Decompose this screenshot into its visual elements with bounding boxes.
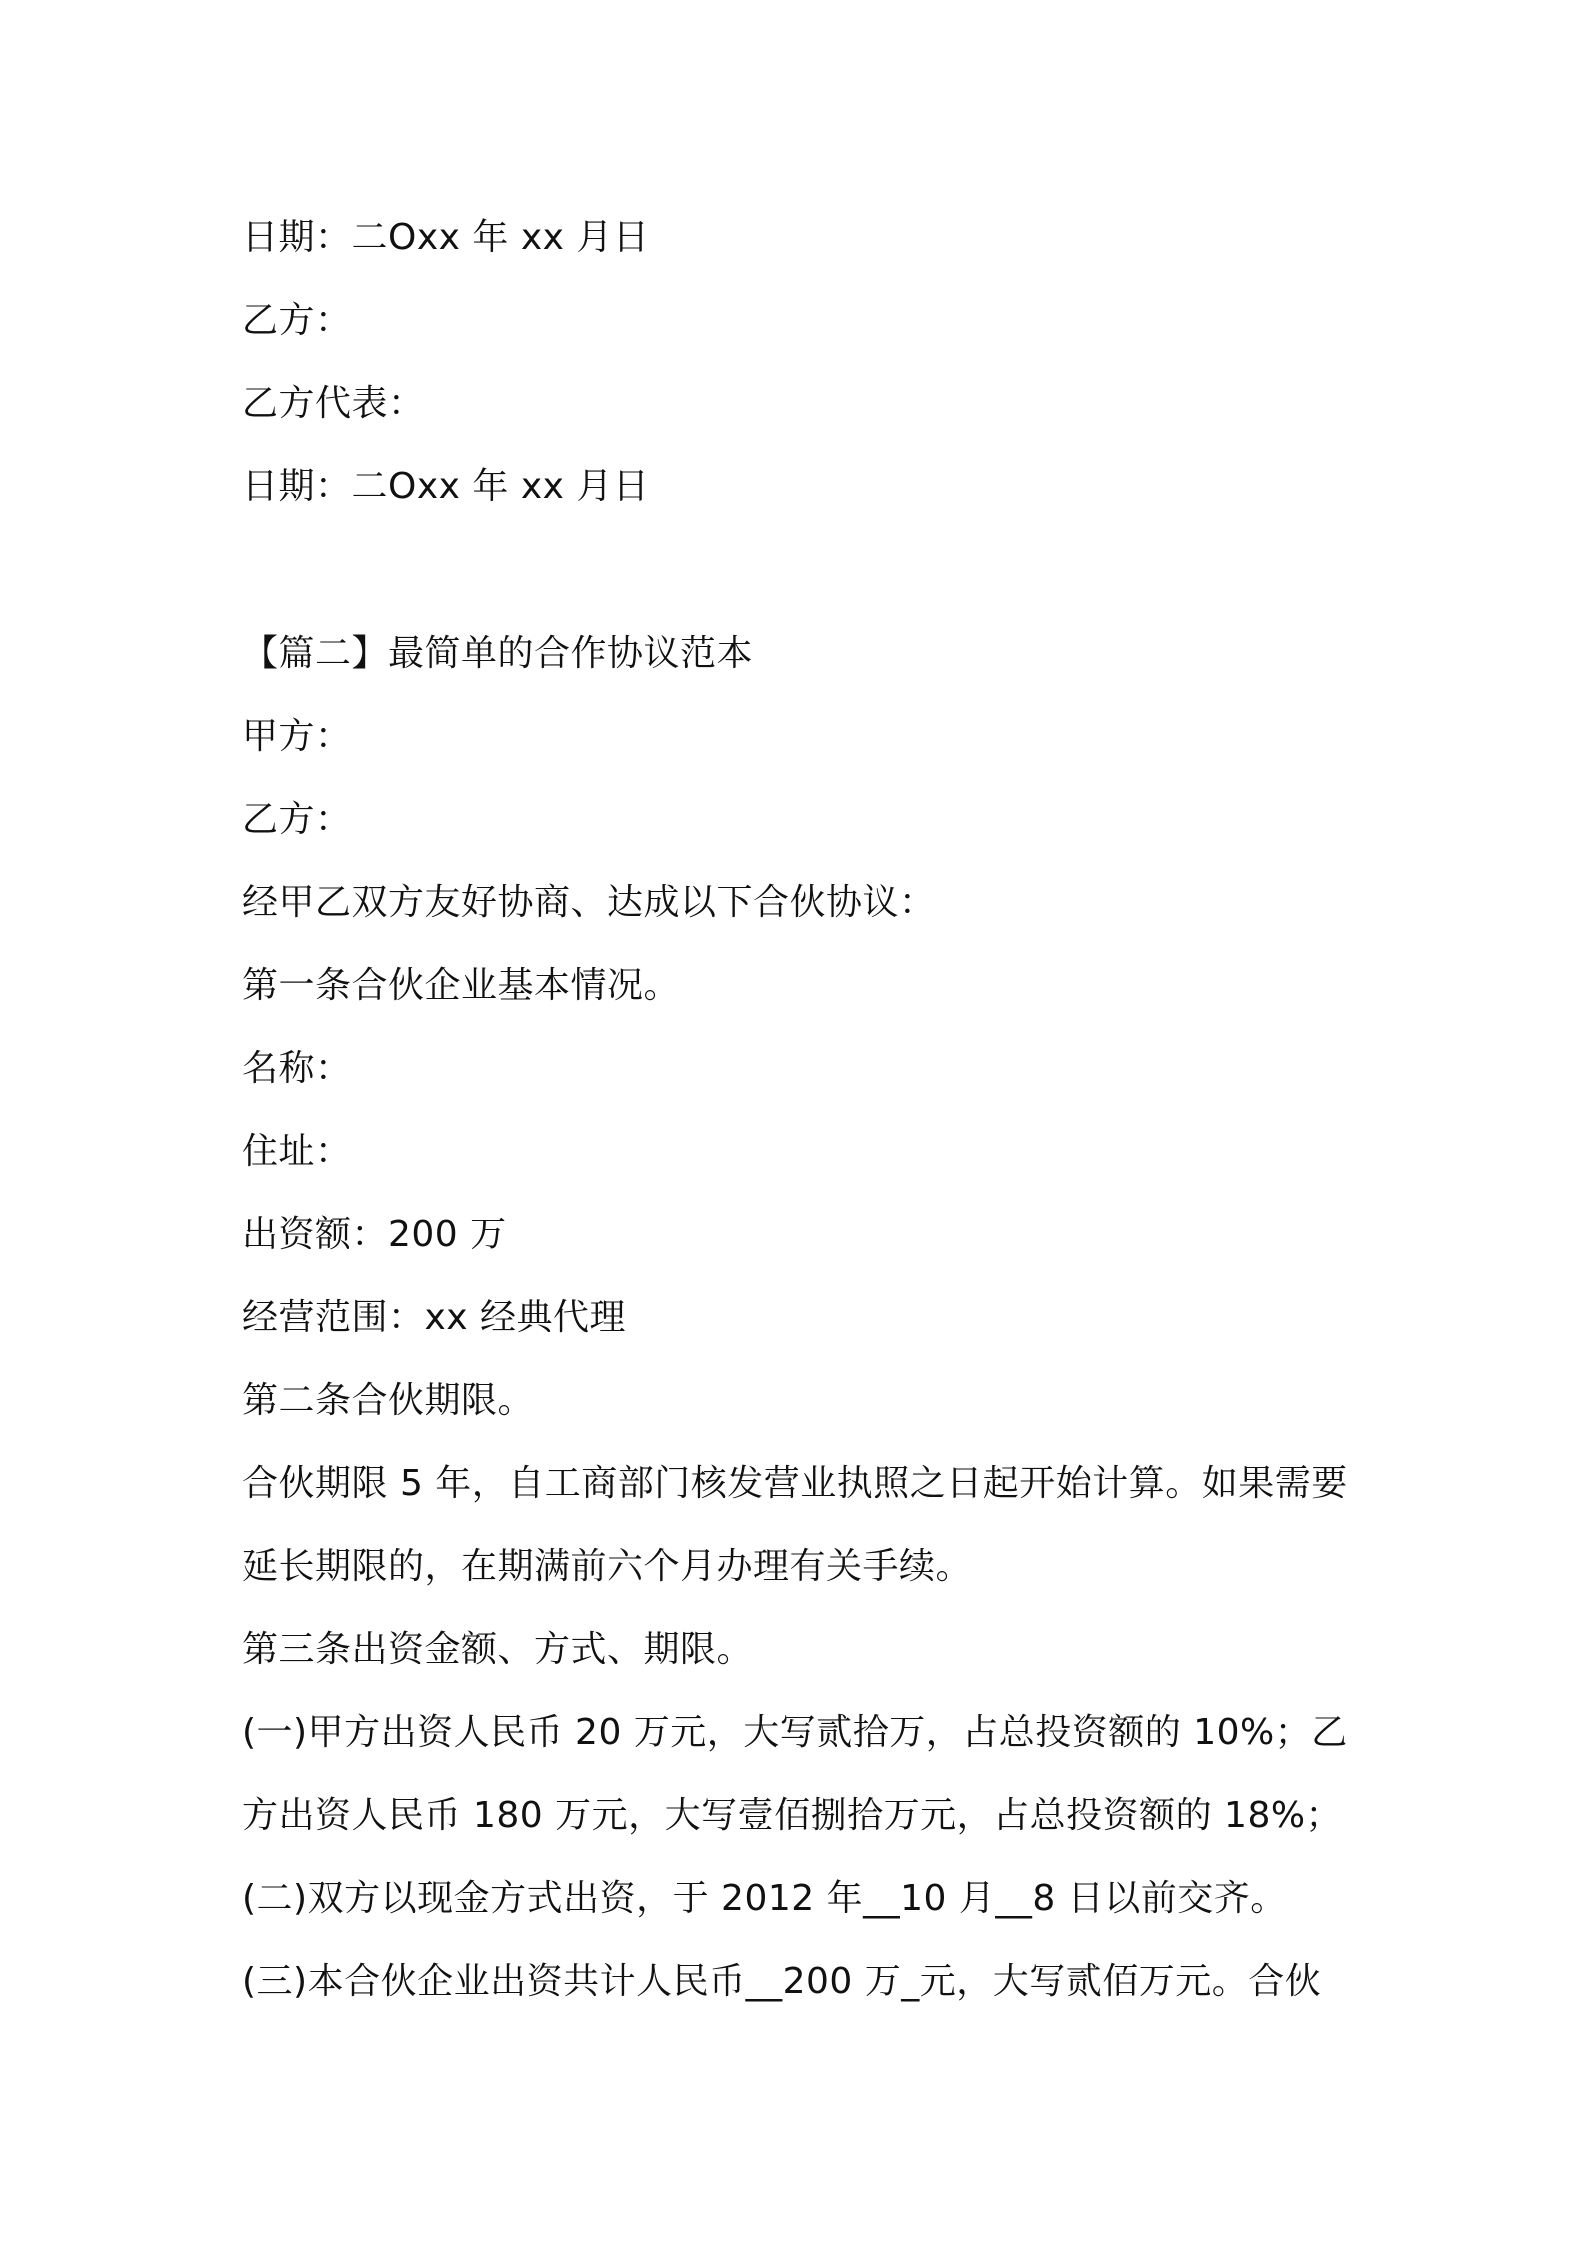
- term-paragraph-line: 延长期限的，在期满前六个月办理有关手续。: [242, 1546, 973, 1587]
- total-capital-line: (三)本合伙企业出资共计人民币__200 万_元，大写贰佰万元。合伙: [242, 1961, 1322, 2002]
- party-b-line: 乙方：: [242, 300, 352, 341]
- contribution-paragraph-line: 方出资人民币 180 万元，大写壹佰捌拾万元，占总投资额的 18%；: [242, 1795, 1343, 1836]
- business-scope-line: 经营范围：xx 经典代理: [242, 1297, 627, 1338]
- section-spacer: [242, 528, 1362, 612]
- term-paragraph-line: 合伙期限 5 年，自工商部门核发营业执照之日起开始计算。如果需要: [242, 1463, 1348, 1504]
- document-content: [242, 196, 1362, 2023]
- party-b-line: 乙方：: [242, 799, 352, 840]
- address-field-line: 住址：: [242, 1131, 352, 1172]
- section-title: 【篇二】最简单的合作协议范本: [242, 633, 754, 674]
- article-1-heading: 第一条合伙企业基本情况。: [242, 965, 681, 1006]
- party-b-representative-line: 乙方代表：: [242, 383, 425, 424]
- party-a-line: 甲方：: [242, 716, 352, 757]
- article-2-heading: 第二条合伙期限。: [242, 1380, 535, 1421]
- contribution-paragraph-line: (一)甲方出资人民币 20 万元，大写贰拾万，占总投资额的 10%；乙: [242, 1712, 1348, 1753]
- payment-method-line: (二)双方以现金方式出资，于 2012 年__10 月__8 日以前交齐。: [242, 1878, 1287, 1919]
- agreement-intro: 经甲乙双方友好协商、达成以下合伙协议：: [242, 882, 936, 923]
- date-line: 日期：二Oxx 年 xx 月日: [242, 217, 650, 258]
- date-line: 日期：二Oxx 年 xx 月日: [242, 466, 650, 507]
- article-3-heading: 第三条出资金额、方式、期限。: [242, 1629, 754, 1670]
- capital-line: 出资额：200 万: [242, 1214, 507, 1255]
- name-field-line: 名称：: [242, 1048, 352, 1089]
